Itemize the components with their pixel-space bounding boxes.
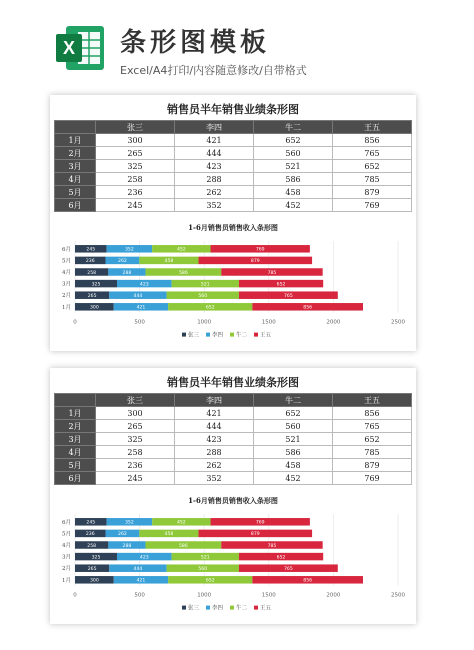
x-tick-label: 1000 <box>197 592 212 599</box>
row-header: 1月 <box>55 407 96 420</box>
category-label: 3月 <box>62 281 71 288</box>
table-row <box>55 147 412 160</box>
data-label: 325 <box>91 282 101 288</box>
data-label: 444 <box>133 567 143 572</box>
data-label: 652 <box>205 305 215 311</box>
legend-label: 张三 <box>188 332 200 339</box>
table-cell: 325 <box>96 160 175 173</box>
sheet-title: 销售员半年销售业绩条形图 <box>167 376 299 389</box>
table-row <box>55 199 412 212</box>
data-label: 521 <box>200 282 210 288</box>
table-cell: 458 <box>254 459 333 472</box>
table-cell: 236 <box>96 186 175 199</box>
table-cell: 258 <box>96 173 175 186</box>
data-label: 300 <box>89 578 99 584</box>
x-tick-label: 500 <box>134 319 145 326</box>
table-cell: 856 <box>333 134 412 147</box>
data-label: 421 <box>136 578 146 584</box>
legend-label: 牛二 <box>236 332 248 339</box>
data-label: 265 <box>87 567 97 572</box>
table-row <box>55 433 412 446</box>
x-tick-label: 2000 <box>326 592 341 599</box>
table-row <box>55 420 412 433</box>
row-header: 2月 <box>55 420 96 433</box>
data-label: 258 <box>87 270 97 276</box>
category-label: 4月 <box>62 543 71 549</box>
table-cell: 262 <box>175 186 254 199</box>
column-header: 李四 <box>175 394 254 407</box>
legend-swatch <box>254 333 258 337</box>
table-cell: 423 <box>175 433 254 446</box>
table-cell: 879 <box>333 186 412 199</box>
table-row <box>55 472 412 485</box>
data-label: 352 <box>125 247 134 253</box>
table-cell: 586 <box>254 173 333 186</box>
excel-icon-letter: X <box>62 38 76 58</box>
row-header: 5月 <box>55 186 96 199</box>
table-cell: 245 <box>96 472 175 485</box>
legend-swatch <box>182 333 186 337</box>
data-label: 879 <box>250 532 260 538</box>
table-cell: 300 <box>96 134 175 147</box>
table-cell: 652 <box>254 134 333 147</box>
category-label: 2月 <box>62 566 71 573</box>
data-label: 785 <box>267 270 277 276</box>
data-label: 423 <box>139 555 149 561</box>
x-tick-label: 500 <box>134 592 145 599</box>
data-label: 769 <box>255 520 265 526</box>
table-cell: 652 <box>333 433 412 446</box>
x-tick-label: 2500 <box>391 592 405 599</box>
column-header <box>55 121 96 134</box>
x-tick-label: 2000 <box>326 319 341 326</box>
data-label: 258 <box>87 543 97 549</box>
table-cell: 765 <box>333 420 412 433</box>
data-label: 265 <box>87 294 97 299</box>
column-header: 张三 <box>96 121 175 134</box>
x-tick-label: 1500 <box>261 592 276 599</box>
data-label: 560 <box>198 294 208 299</box>
row-header: 5月 <box>55 459 96 472</box>
table-row <box>55 407 412 420</box>
data-label: 652 <box>205 578 215 584</box>
table-cell: 265 <box>96 147 175 160</box>
legend-swatch <box>254 606 258 610</box>
data-label: 856 <box>303 305 313 311</box>
table-cell: 325 <box>96 433 175 446</box>
page-subtitle: Excel/A4打印/内容随意修改/自带格式 <box>120 64 307 77</box>
category-label: 6月 <box>62 246 71 253</box>
x-tick-label: 0 <box>73 319 77 326</box>
data-label: 325 <box>91 555 101 561</box>
table-cell: 879 <box>333 459 412 472</box>
legend-label: 李四 <box>212 332 224 339</box>
sales-table <box>54 120 412 212</box>
data-label: 245 <box>86 520 96 526</box>
legend-label: 王五 <box>260 332 272 339</box>
table-cell: 769 <box>333 199 412 212</box>
data-label: 262 <box>118 259 127 265</box>
table-cell: 785 <box>333 173 412 186</box>
column-header: 张三 <box>96 394 175 407</box>
table-cell: 236 <box>96 459 175 472</box>
table-cell: 300 <box>96 407 175 420</box>
category-label: 6月 <box>62 519 71 526</box>
table-cell: 258 <box>96 446 175 459</box>
category-label: 5月 <box>62 531 71 538</box>
data-label: 652 <box>276 282 286 288</box>
table-row <box>55 186 412 199</box>
table-row <box>55 459 412 472</box>
table-cell: 521 <box>254 433 333 446</box>
x-tick-label: 2500 <box>391 319 405 326</box>
data-label: 245 <box>86 247 96 253</box>
table-header-row <box>55 121 412 134</box>
table-header-row <box>55 394 412 407</box>
table-cell: 444 <box>175 147 254 160</box>
page-header <box>0 0 474 90</box>
table-cell: 352 <box>175 199 254 212</box>
page-title: 条形图模板 <box>120 28 271 58</box>
sales-table <box>54 393 412 485</box>
table-cell: 560 <box>254 147 333 160</box>
table-row <box>55 160 412 173</box>
legend-label: 张三 <box>188 605 200 612</box>
column-header <box>55 394 96 407</box>
table-cell: 856 <box>333 407 412 420</box>
data-label: 458 <box>164 259 174 265</box>
data-label: 423 <box>139 282 149 288</box>
table-cell: 352 <box>175 472 254 485</box>
data-label: 236 <box>85 259 95 265</box>
data-label: 765 <box>283 294 293 299</box>
table-cell: 421 <box>175 407 254 420</box>
legend-swatch <box>230 333 234 337</box>
data-label: 785 <box>267 543 277 549</box>
data-label: 421 <box>136 305 146 311</box>
column-header: 牛二 <box>254 121 333 134</box>
data-label: 586 <box>179 543 188 549</box>
table-cell: 421 <box>175 134 254 147</box>
data-label: 765 <box>283 567 293 572</box>
column-header: 王五 <box>333 394 412 407</box>
legend-swatch <box>182 606 186 610</box>
chart-title: 1-6月销售员销售收入条形图 <box>188 223 278 232</box>
chart-title: 1-6月销售员销售收入条形图 <box>188 496 278 505</box>
data-label: 521 <box>200 555 210 561</box>
data-label: 458 <box>164 532 174 538</box>
table-cell: 288 <box>175 173 254 186</box>
data-label: 262 <box>118 532 127 538</box>
data-label: 288 <box>122 270 132 276</box>
table-cell: 765 <box>333 147 412 160</box>
table-cell: 560 <box>254 420 333 433</box>
table-cell: 652 <box>333 160 412 173</box>
column-header: 牛二 <box>254 394 333 407</box>
spreadsheet-preview-1 <box>50 95 416 351</box>
data-label: 352 <box>125 520 134 526</box>
stacked-bar-chart <box>50 235 416 349</box>
category-label: 2月 <box>62 293 71 300</box>
data-label: 452 <box>176 520 186 526</box>
stacked-bar-chart <box>50 508 416 622</box>
row-header: 2月 <box>55 147 96 160</box>
legend-swatch <box>206 606 210 610</box>
table-cell: 652 <box>254 407 333 420</box>
data-label: 652 <box>276 555 286 561</box>
table-cell: 245 <box>96 199 175 212</box>
category-label: 3月 <box>62 554 71 561</box>
row-header: 4月 <box>55 446 96 459</box>
table-cell: 785 <box>333 446 412 459</box>
data-label: 586 <box>179 270 188 276</box>
legend-swatch <box>230 606 234 610</box>
row-header: 1月 <box>55 134 96 147</box>
data-label: 444 <box>133 294 143 299</box>
category-label: 5月 <box>62 258 71 265</box>
legend-label: 牛二 <box>236 605 248 612</box>
table-row <box>55 173 412 186</box>
table-row <box>55 446 412 459</box>
row-header: 6月 <box>55 472 96 485</box>
table-cell: 586 <box>254 446 333 459</box>
category-label: 4月 <box>62 270 71 276</box>
legend-swatch <box>206 333 210 337</box>
data-label: 288 <box>122 543 132 549</box>
category-label: 1月 <box>62 577 71 584</box>
table-cell: 458 <box>254 186 333 199</box>
legend-label: 王五 <box>260 605 272 612</box>
data-label: 236 <box>85 532 95 538</box>
data-label: 856 <box>303 578 313 584</box>
data-label: 300 <box>89 305 99 311</box>
table-cell: 444 <box>175 420 254 433</box>
x-tick-label: 1500 <box>261 319 276 326</box>
table-cell: 452 <box>254 472 333 485</box>
data-label: 879 <box>250 259 260 265</box>
category-label: 1月 <box>62 304 71 311</box>
column-header: 李四 <box>175 121 254 134</box>
table-cell: 265 <box>96 420 175 433</box>
row-header: 4月 <box>55 173 96 186</box>
row-header: 6月 <box>55 199 96 212</box>
sheet-title: 销售员半年销售业绩条形图 <box>167 103 299 116</box>
row-header: 3月 <box>55 160 96 173</box>
column-header: 王五 <box>333 121 412 134</box>
legend-label: 李四 <box>212 605 224 612</box>
x-tick-label: 1000 <box>197 319 212 326</box>
row-header: 3月 <box>55 433 96 446</box>
table-cell: 288 <box>175 446 254 459</box>
table-row <box>55 134 412 147</box>
spreadsheet-preview-2 <box>50 368 416 624</box>
data-label: 560 <box>198 567 208 572</box>
excel-icon <box>52 20 108 76</box>
x-tick-label: 0 <box>73 592 77 599</box>
table-cell: 452 <box>254 199 333 212</box>
data-label: 452 <box>176 247 186 253</box>
table-cell: 262 <box>175 459 254 472</box>
table-cell: 423 <box>175 160 254 173</box>
table-cell: 769 <box>333 472 412 485</box>
table-cell: 521 <box>254 160 333 173</box>
data-label: 769 <box>255 247 265 253</box>
